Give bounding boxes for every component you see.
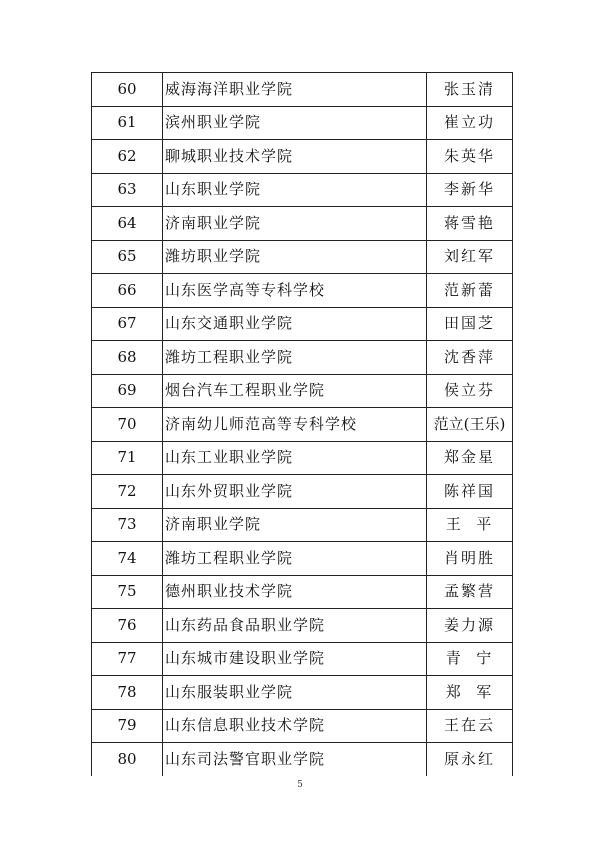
table-row [92,441,513,475]
row-number: 63 [92,173,163,207]
table-row [92,106,513,140]
person-name: 田国芝 [427,307,513,341]
table-row [92,73,513,107]
row-number: 67 [92,307,163,341]
table-row [92,173,513,207]
school-name: 山东司法警官职业学院 [163,743,427,776]
row-number: 73 [92,508,163,542]
person-name: 孟繁营 [427,575,513,609]
person-name: 王 平 [427,508,513,542]
row-number: 74 [92,542,163,576]
row-number: 69 [92,374,163,408]
table-row [92,542,513,576]
table-row [92,207,513,241]
table-row [92,475,513,509]
school-name: 山东工业职业学院 [163,441,427,475]
person-name: 原永红 [427,743,513,776]
person-name: 刘红军 [427,240,513,274]
roster-table [91,72,513,776]
school-name: 山东药品食品职业学院 [163,609,427,643]
school-name: 德州职业技术学院 [163,575,427,609]
person-name: 张玉清 [427,73,513,107]
table-row [92,709,513,743]
table-row [92,575,513,609]
row-number: 78 [92,676,163,710]
person-name: 朱英华 [427,140,513,174]
person-name: 沈香萍 [427,341,513,375]
row-number: 66 [92,274,163,308]
table-row [92,274,513,308]
school-name: 聊城职业技术学院 [163,140,427,174]
row-number: 70 [92,408,163,442]
person-name: 陈祥国 [427,475,513,509]
row-number: 61 [92,106,163,140]
school-name: 山东外贸职业学院 [163,475,427,509]
school-name: 烟台汽车工程职业学院 [163,374,427,408]
person-name: 侯立芬 [427,374,513,408]
school-name: 潍坊职业学院 [163,240,427,274]
school-name: 济南职业学院 [163,207,427,241]
school-name: 济南幼儿师范高等专科学校 [163,408,427,442]
table-row [92,743,513,776]
page-number: 5 [297,780,303,790]
person-name: 蒋雪艳 [427,207,513,241]
person-name: 郑金星 [427,441,513,475]
person-name: 青 宁 [427,642,513,676]
row-number: 60 [92,73,163,107]
table-row [92,609,513,643]
person-name: 郑 军 [427,676,513,710]
school-name: 山东交通职业学院 [163,307,427,341]
school-name: 威海海洋职业学院 [163,73,427,107]
row-number: 68 [92,341,163,375]
row-number: 62 [92,140,163,174]
row-number: 77 [92,642,163,676]
row-number: 76 [92,609,163,643]
table-row [92,307,513,341]
person-name: 范新蕾 [427,274,513,308]
table-row [92,240,513,274]
person-name: 王在云 [427,709,513,743]
school-name: 滨州职业学院 [163,106,427,140]
table-row [92,341,513,375]
person-name: 范立(王乐) [427,408,513,442]
table-row [92,408,513,442]
school-name: 山东医学高等专科学校 [163,274,427,308]
person-name: 姜力源 [427,609,513,643]
person-name: 崔立功 [427,106,513,140]
row-number: 64 [92,207,163,241]
school-name: 潍坊工程职业学院 [163,341,427,375]
table-row [92,508,513,542]
school-name: 济南职业学院 [163,508,427,542]
table-row [92,642,513,676]
table-row [92,140,513,174]
row-number: 80 [92,743,163,776]
school-name: 山东服装职业学院 [163,676,427,710]
row-number: 79 [92,709,163,743]
row-number: 65 [92,240,163,274]
row-number: 72 [92,475,163,509]
row-number: 71 [92,441,163,475]
school-name: 山东城市建设职业学院 [163,642,427,676]
table-row [92,374,513,408]
row-number: 75 [92,575,163,609]
school-name: 山东信息职业技术学院 [163,709,427,743]
school-name: 潍坊工程职业学院 [163,542,427,576]
school-name: 山东职业学院 [163,173,427,207]
table-row [92,676,513,710]
person-name: 肖明胜 [427,542,513,576]
person-name: 李新华 [427,173,513,207]
